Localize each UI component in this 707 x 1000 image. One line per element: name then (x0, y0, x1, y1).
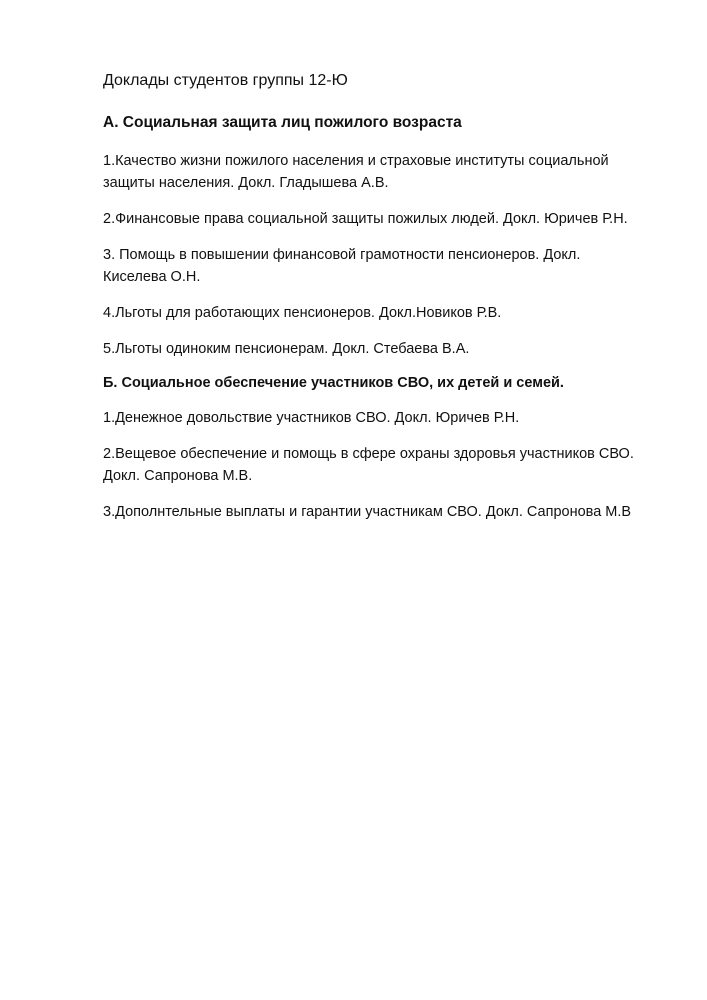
report-item-line: 3.Дополнтельные выплаты и гарантии участникам СВО. Докл. Сапронова М.В (103, 504, 632, 520)
section-b-heading: Б. Социальное обеспечение участников СВО, их детей и семей. (103, 375, 564, 391)
report-item-line: 1.Качество жизни пожилого населения и страховые институты социальной (103, 153, 609, 169)
report-item-line: 2.Финансовые права социальной защиты пожилых людей. Докл. Юричев Р.Н. (103, 211, 628, 227)
section-a (103, 112, 683, 360)
report-item-line: Докл. Сапронова М.В. (103, 468, 253, 484)
section-a-heading: А. Социальная защита лиц пожилого возраста (103, 114, 462, 131)
report-item-line: Киселева О.Н. (103, 269, 201, 285)
document-page (103, 70, 683, 537)
report-item (103, 302, 683, 324)
report-item (103, 150, 683, 194)
report-item (103, 208, 683, 230)
report-item-line: 3. Помощь в повышении финансовой грамотности пенсионеров. Докл. (103, 247, 581, 263)
report-item (103, 501, 683, 523)
report-item-line: защиты населения. Докл. Гладышева А.В. (103, 175, 389, 191)
report-item (103, 443, 683, 487)
report-item-line: 4.Льготы для работающих пенсионеров. Докл.Новиков Р.В. (103, 305, 502, 321)
report-item (103, 244, 683, 288)
report-item (103, 407, 683, 429)
report-item-line: 5.Льготы одиноким пенсионерам. Докл. Стебаева В.А. (103, 341, 470, 357)
report-item (103, 338, 683, 360)
document-title: Доклады студентов группы 12-Ю (103, 72, 348, 89)
report-item-line: 2.Вещевое обеспечение и помощь в сфере охраны здоровья участников СВО. (103, 446, 634, 462)
section-b (103, 372, 683, 523)
report-item-line: 1.Денежное довольствие участников СВО. Докл. Юричев Р.Н. (103, 410, 520, 426)
